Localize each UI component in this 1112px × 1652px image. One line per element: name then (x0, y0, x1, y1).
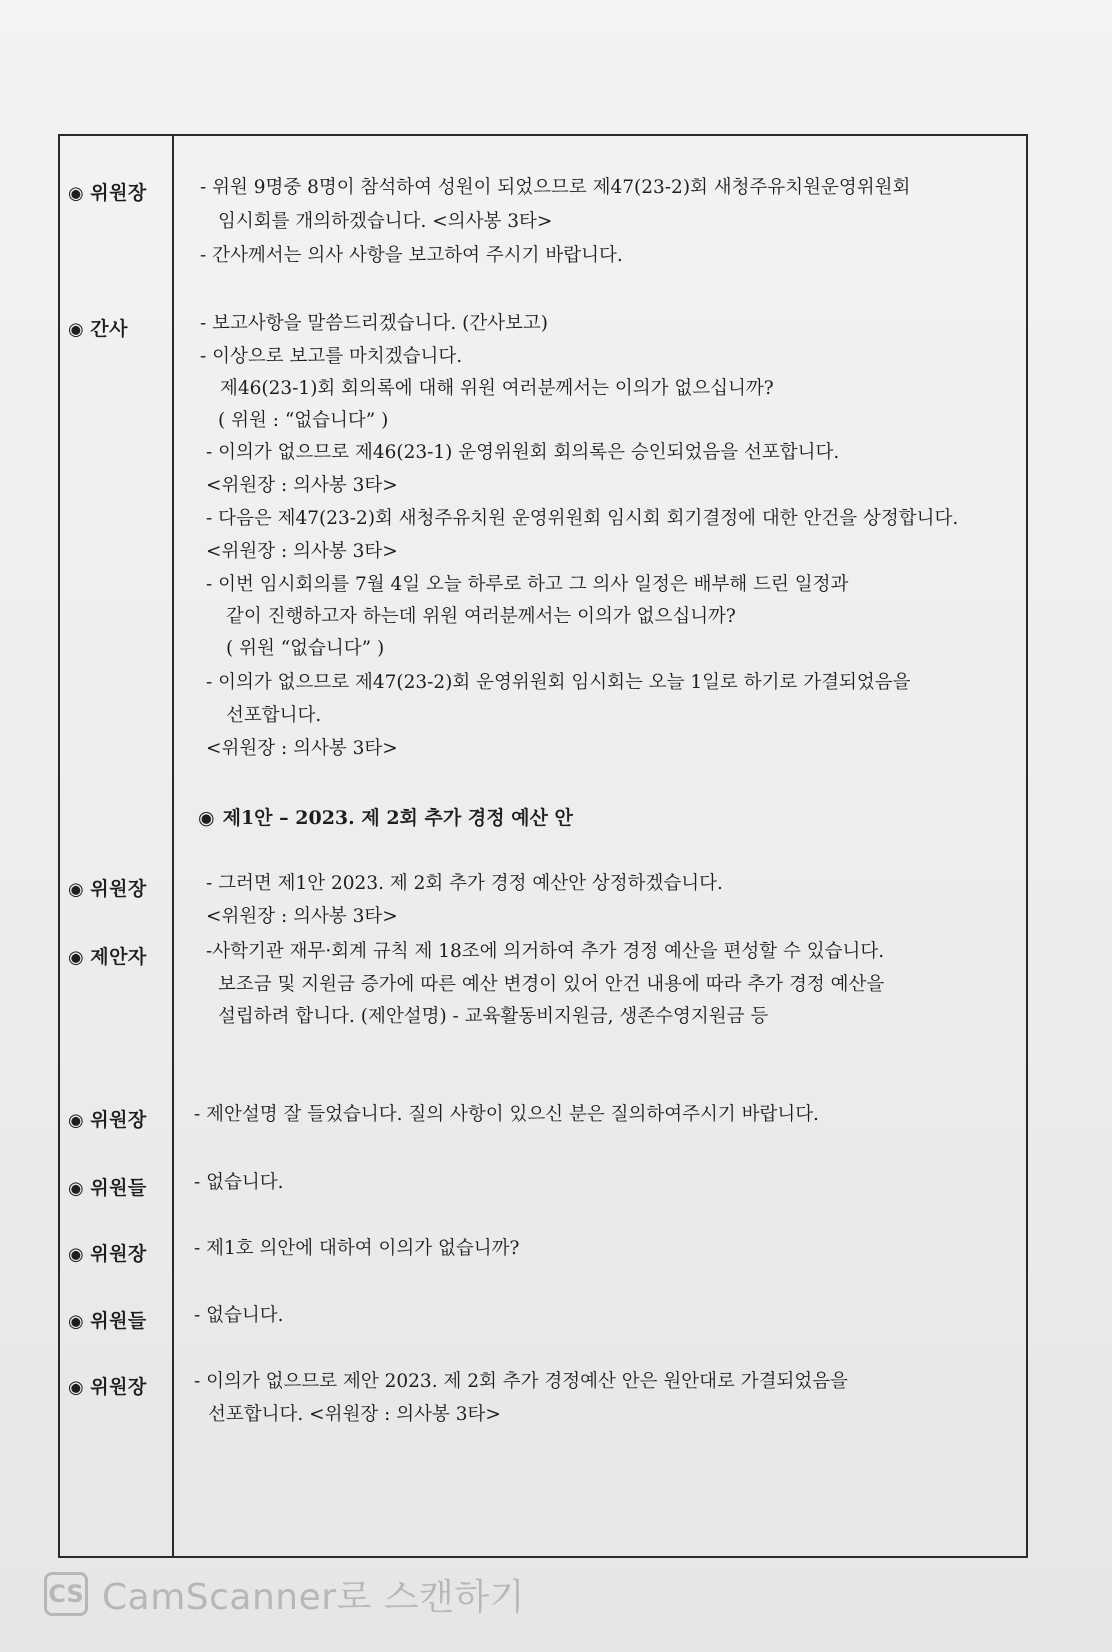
minutes-line: - 위원 9명중 8명이 참석하여 성원이 되었으므로 제47(23-2)회 새청주유치원운영위원회 (200, 177, 911, 198)
bullet-icon: ◉ (68, 1244, 85, 1265)
column-divider (172, 136, 174, 1556)
minutes-line: - 이번 임시회의를 7월 4일 오늘 하루로 하고 그 의사 일정은 배부해 드린 일정과 (206, 574, 849, 595)
speaker-label: ◉ 제안자 (68, 946, 147, 968)
bullet-icon: ◉ (68, 319, 85, 340)
minutes-line: - 이의가 없으므로 제46(23-1) 운영위원회 회의록은 승인되었음을 선포합니다. (206, 442, 840, 463)
minutes-line: - 없습니다. (194, 1305, 284, 1326)
bullet-icon: ◉ (68, 947, 85, 968)
speaker-label: ◉ 위원장 (68, 1376, 147, 1398)
minutes-line: 선포합니다. <위원장 : 의사봉 3타> (208, 1404, 501, 1425)
minutes-line: <위원장 : 의사봉 3타> (206, 475, 398, 496)
minutes-line: 보조금 및 지원금 증가에 따른 예산 변경이 있어 안건 내용에 따라 추가 경정 예산을 (218, 974, 885, 995)
minutes-line: - 이의가 없으므로 제47(23-2)회 운영위원회 임시회는 오늘 1일로 하기로 가결되었음을 (206, 672, 911, 693)
camscanner-watermark (44, 1566, 525, 1622)
agenda-title: ◉ 제1안 – 2023. 제 2회 추가 경정 예산 안 (198, 807, 573, 829)
minutes-line: ( 위원 : “없습니다” ) (218, 410, 389, 431)
minutes-line: 같이 진행하고자 하는데 위원 여러분께서는 이의가 없으십니까? (226, 606, 736, 627)
bullet-icon: ◉ (68, 1178, 85, 1199)
minutes-line: - 간사께서는 의사 사항을 보고하여 주시기 바랍니다. (200, 245, 623, 266)
bullet-icon: ◉ (68, 1311, 85, 1332)
minutes-line: 임시회를 개의하겠습니다. <의사봉 3타> (218, 211, 553, 232)
minutes-line: ( 위원 “없습니다” ) (226, 638, 385, 659)
minutes-line: <위원장 : 의사봉 3타> (206, 541, 398, 562)
minutes-line: <위원장 : 의사봉 3타> (206, 738, 398, 759)
bullet-icon: ◉ (68, 1110, 85, 1131)
minutes-table (58, 134, 1028, 1558)
minutes-line: 선포합니다. (226, 705, 322, 726)
speaker-label: ◉ 위원장 (68, 1109, 147, 1131)
minutes-line: - 다음은 제47(23-2)회 새청주유치원 운영위원회 임시회 회기결정에 대한 안건을 상정합니다. (206, 508, 959, 529)
watermark-text: CamScanner로 스캔하기 (102, 1576, 525, 1618)
minutes-line: - 보고사항을 말씀드리겠습니다. (간사보고) (200, 313, 549, 334)
minutes-line: 제46(23-1)회 회의록에 대해 위원 여러분께서는 이의가 없으십니까? (220, 378, 774, 399)
camscanner-logo-icon: CS (44, 1572, 88, 1616)
minutes-line: <위원장 : 의사봉 3타> (206, 906, 398, 927)
bullet-icon: ◉ (198, 807, 215, 829)
minutes-line: - 제1호 의안에 대하여 이의가 없습니까? (194, 1238, 520, 1259)
speaker-label: ◉ 간사 (68, 318, 128, 340)
speaker-label: ◉ 위원들 (68, 1310, 147, 1332)
minutes-line: - 제안설명 잘 들었습니다. 질의 사항이 있으신 분은 질의하여주시기 바랍니다. (194, 1104, 819, 1125)
speaker-label: ◉ 위원들 (68, 1177, 147, 1199)
bullet-icon: ◉ (68, 879, 85, 900)
minutes-line: 설립하려 합니다. (제안설명) - 교육활동비지원금, 생존수영지원금 등 (218, 1006, 769, 1027)
minutes-line: - 이상으로 보고를 마치겠습니다. (200, 346, 463, 367)
speaker-label: ◉ 위원장 (68, 182, 147, 204)
bullet-icon: ◉ (68, 183, 85, 204)
minutes-line: - 이의가 없으므로 제안 2023. 제 2회 추가 경정예산 안은 원안대로 가결되었음을 (194, 1371, 848, 1392)
bullet-icon: ◉ (68, 1377, 85, 1398)
minutes-line: - 그러면 제1안 2023. 제 2회 추가 경정 예산안 상정하겠습니다. (206, 873, 723, 894)
minutes-line: -사학기관 재무·회계 규칙 제 18조에 의거하여 추가 경정 예산을 편성할 수 있습니다. (206, 941, 885, 962)
speaker-label: ◉ 위원장 (68, 878, 147, 900)
minutes-line: - 없습니다. (194, 1172, 284, 1193)
speaker-label: ◉ 위원장 (68, 1243, 147, 1265)
